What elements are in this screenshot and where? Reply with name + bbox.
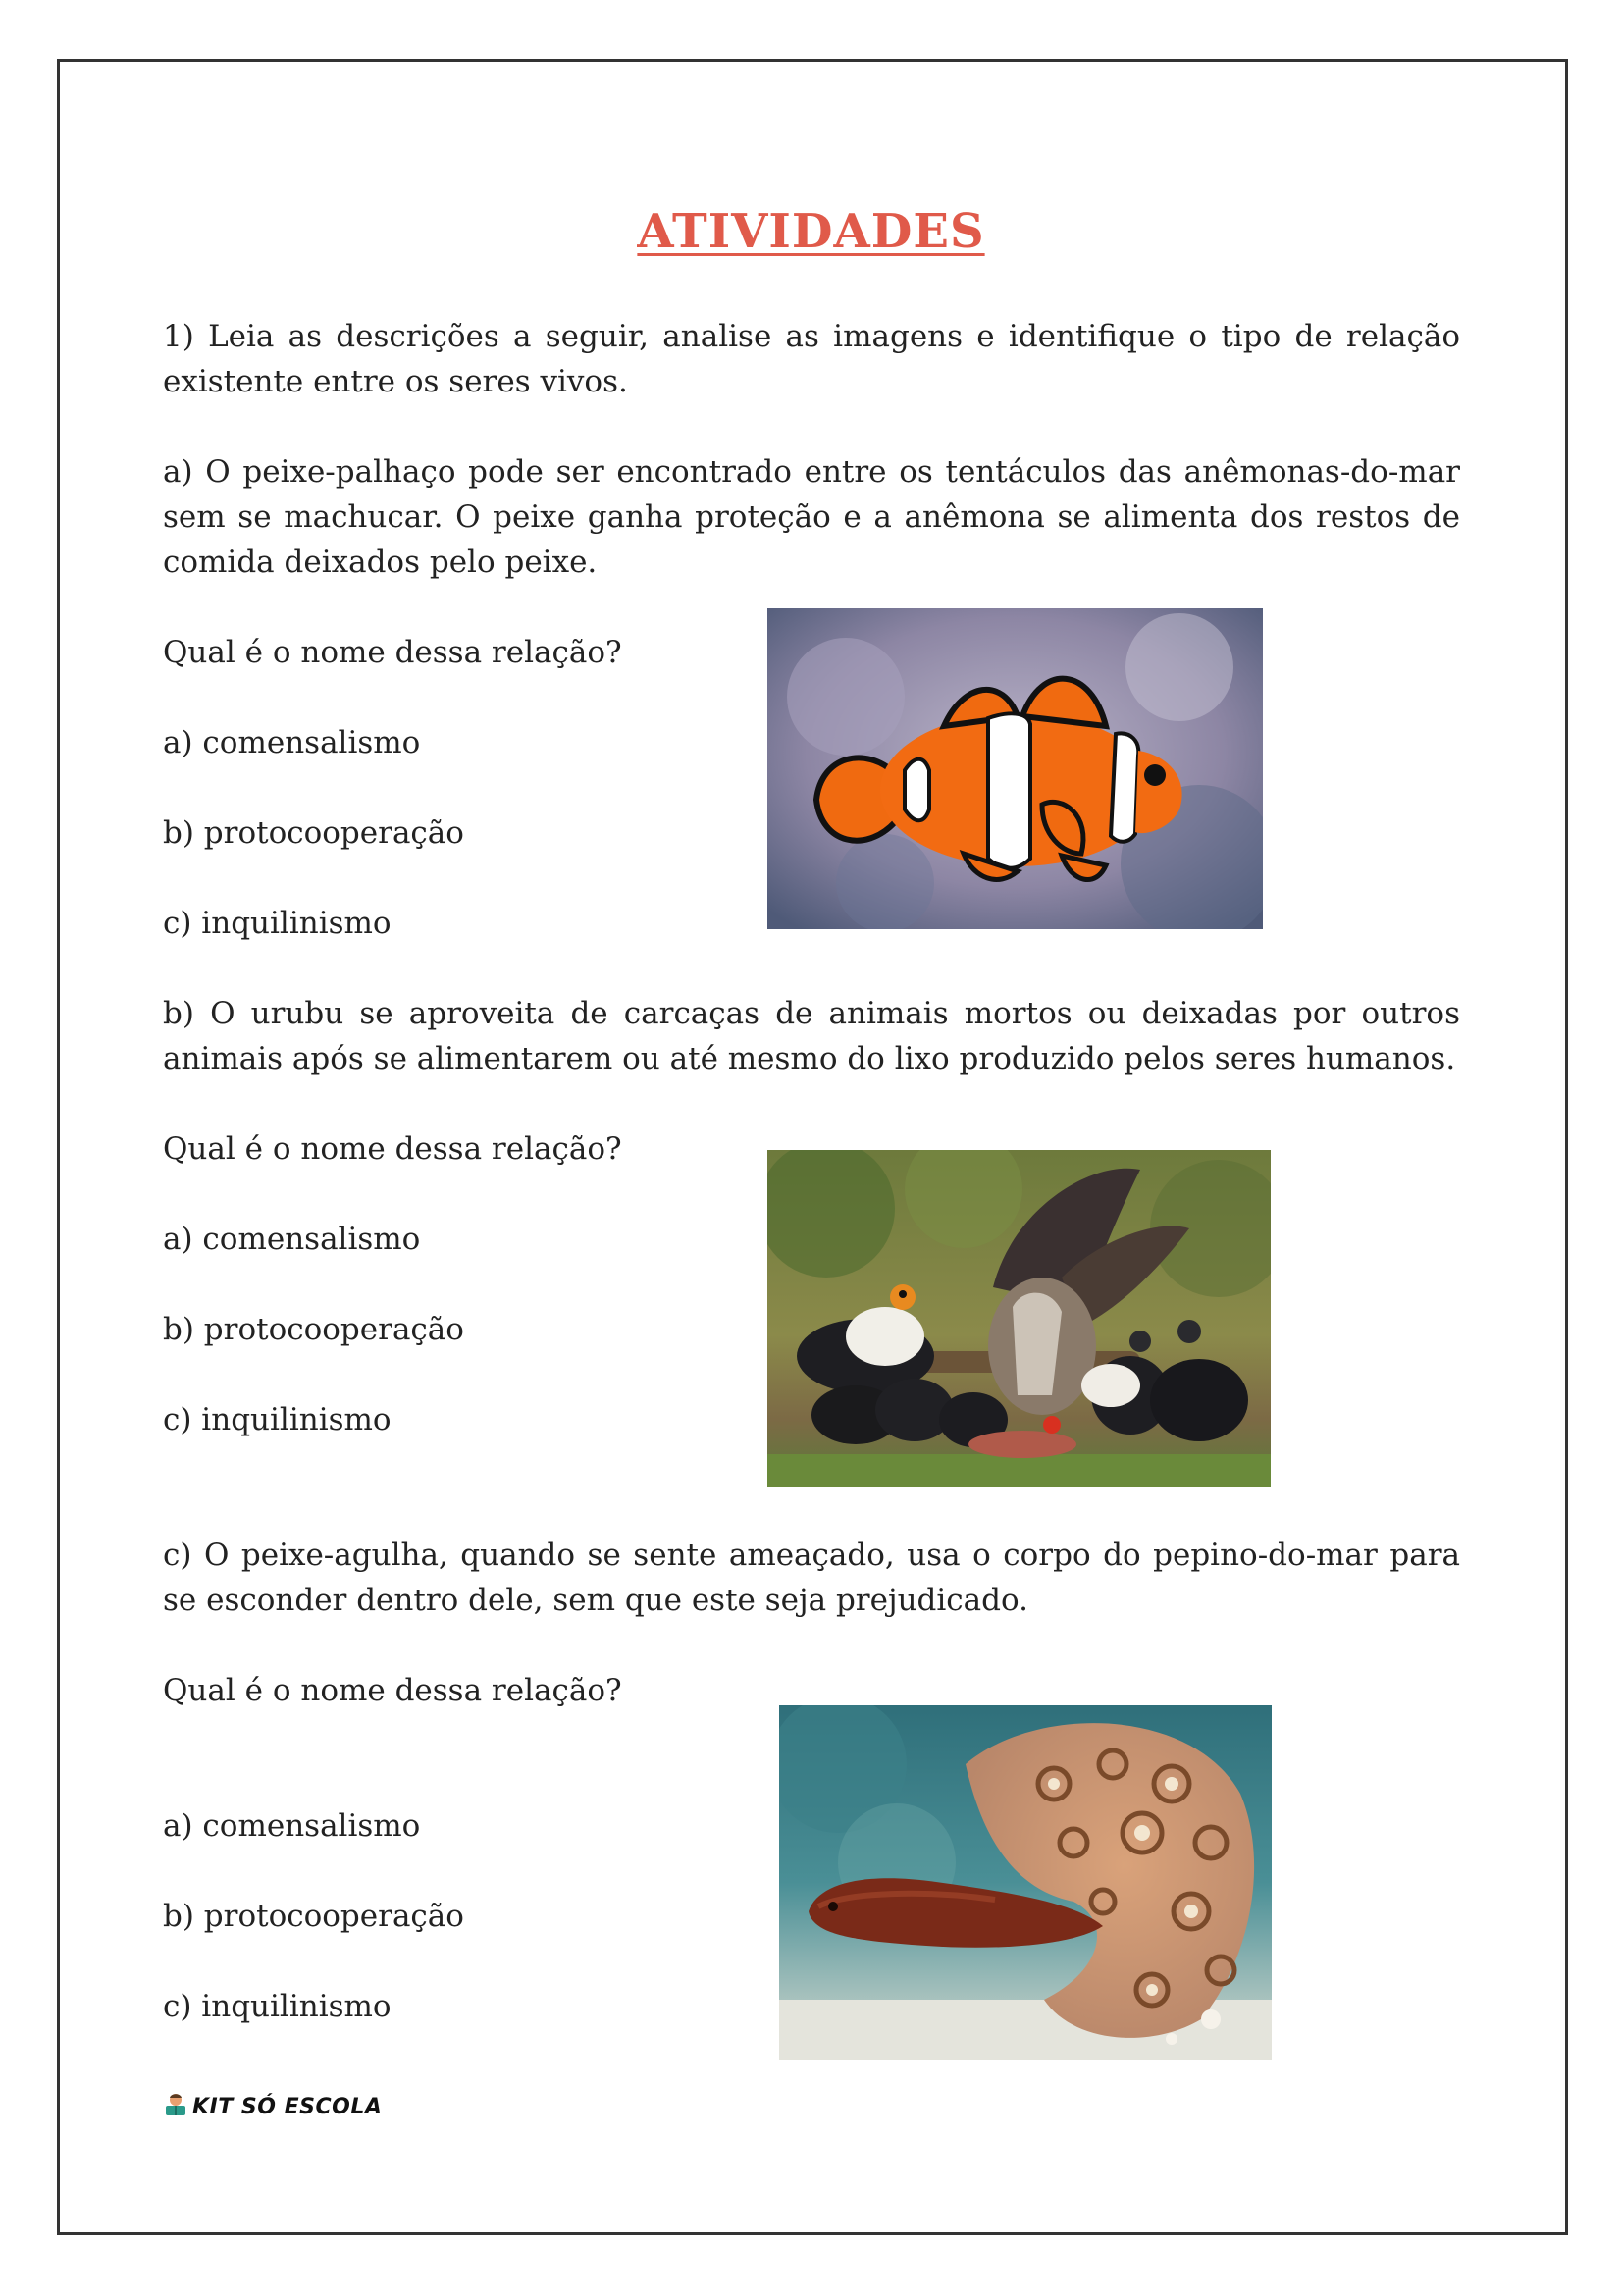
question-a-text: a) O peixe-palhaço pode ser encontrado entre os tentáculos das anêmonas-do-mar sem se machucar. O peixe ganha proteção e a anêmona se alimenta dos restos de comida deixados pelo peixe. <box>163 454 1460 580</box>
question-c-option-a[interactable]: a) comensalismo <box>163 1808 421 1844</box>
clownfish-photo <box>767 608 1263 929</box>
question-b-option-a[interactable]: a) comensalismo <box>163 1222 421 1257</box>
question-a-prompt: Qual é o nome dessa relação? <box>163 635 622 670</box>
brand-logo <box>163 2092 382 2121</box>
brand-logo-text: KIT SÓ ESCOLA <box>192 2094 383 2119</box>
vultures-photo <box>767 1150 1271 1487</box>
instruction-text: 1) Leia as descrições a seguir, analise as imagens e identifique o tipo de relação existente entre os seres vivos. <box>163 319 1460 399</box>
question-b-option-b[interactable]: b) protocooperação <box>163 1312 464 1347</box>
page-title: ATIVIDADES <box>637 204 985 259</box>
question-a-option-a[interactable]: a) comensalismo <box>163 725 421 760</box>
question-b-option-c[interactable]: c) inquilinismo <box>163 1402 392 1437</box>
question-c-text: c) O peixe-agulha, quando se sente ameaçado, usa o corpo do pepino-do-mar para se esconder dentro dele, sem que este seja prejudicado. <box>163 1538 1460 1618</box>
question-c-prompt: Qual é o nome dessa relação? <box>163 1673 622 1708</box>
question-a-option-c[interactable]: c) inquilinismo <box>163 906 392 941</box>
question-b-text: b) O urubu se aproveita de carcaças de animais mortos ou deixadas por outros animais após se alimentarem ou até mesmo do lixo produzido pelos seres humanos. <box>163 996 1460 1076</box>
pearlfish-sea-cucumber-photo <box>779 1705 1272 2060</box>
student-reading-icon <box>163 2092 188 2121</box>
question-c-option-c[interactable]: c) inquilinismo <box>163 1989 392 2024</box>
question-a-option-b[interactable]: b) protocooperação <box>163 815 464 851</box>
question-b-prompt: Qual é o nome dessa relação? <box>163 1131 622 1167</box>
question-c-option-b[interactable]: b) protocooperação <box>163 1899 464 1934</box>
